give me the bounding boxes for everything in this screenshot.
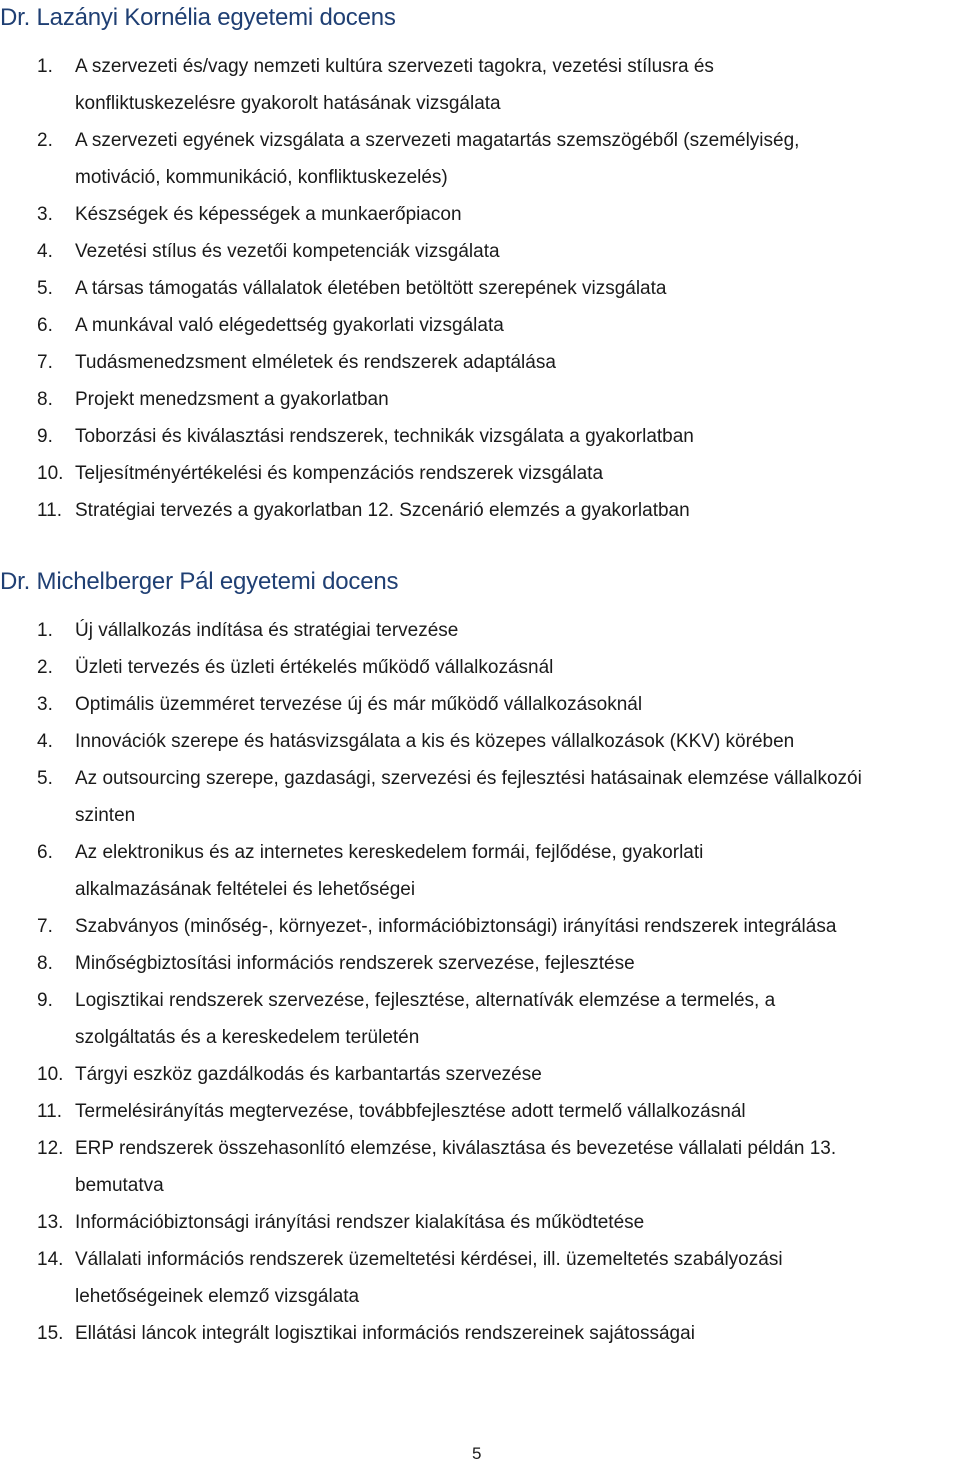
list-item — [0, 270, 960, 307]
item-text-line: A munkával való elégedettség gyakorlati vizsgálata — [75, 315, 504, 336]
item-number: 7. — [37, 352, 53, 373]
list-item — [0, 723, 960, 760]
item-number: 2. — [37, 130, 53, 151]
item-number: 3. — [37, 694, 53, 715]
list-item — [0, 686, 960, 723]
item-number: 1. — [37, 56, 53, 77]
item-number: 14. — [37, 1249, 64, 1270]
item-number: 3. — [37, 204, 53, 225]
item-number: 15. — [37, 1323, 64, 1344]
item-text-line: Vezetési stílus és vezetői kompetenciák vizsgálata — [75, 241, 500, 262]
item-text-line: Információbiztonsági irányítási rendszer kialakítása és működtetése — [75, 1212, 645, 1233]
page-number: 5 — [472, 1444, 482, 1463]
item-number: 8. — [37, 389, 53, 410]
item-number: 5. — [37, 278, 53, 299]
list-item — [0, 1130, 960, 1204]
item-number: 13. — [37, 1212, 64, 1233]
item-number: 6. — [37, 842, 53, 863]
list-item — [0, 455, 960, 492]
topic-list-michelberger — [0, 612, 960, 1352]
item-text-line: A szervezeti egyének vizsgálata a szervezeti magatartás szemszögéből (személyiség, — [75, 130, 800, 151]
item-number: 11. — [37, 1101, 63, 1122]
topic-list-lazanyi — [0, 48, 960, 529]
item-text-line: Szabványos (minőség-, környezet-, információbiztonsági) irányítási rendszerek integrálása — [75, 916, 837, 937]
item-number: 2. — [37, 657, 53, 678]
item-text-line: Üzleti tervezés és üzleti értékelés működő vállalkozásnál — [75, 657, 554, 678]
list-item — [0, 418, 960, 455]
item-text-line: Az elektronikus és az internetes kereskedelem formái, fejlődése, gyakorlati — [75, 842, 704, 863]
section-heading-michelberger: Dr. Michelberger Pál egyetemi docens — [0, 568, 399, 595]
item-text-line: Toborzási és kiválasztási rendszerek, technikák vizsgálata a gyakorlatban — [75, 426, 694, 447]
list-item — [0, 196, 960, 233]
item-text-line: szinten — [75, 805, 136, 826]
list-item — [0, 233, 960, 270]
item-text-line: Az outsourcing szerepe, gazdasági, szervezési és fejlesztési hatásainak elemzése vállalkozói — [75, 768, 862, 789]
item-text-line: Új vállalkozás indítása és stratégiai tervezése — [75, 620, 459, 641]
list-item — [0, 492, 960, 529]
item-text-line: Termelésirányítás megtervezése, továbbfejlesztése adott termelő vállalkozásnál — [75, 1101, 746, 1122]
list-item — [0, 1056, 960, 1093]
list-item — [0, 344, 960, 381]
item-text-line: alkalmazásának feltételei és lehetőségei — [75, 879, 416, 900]
item-text-line: konfliktuskezelésre gyakorolt hatásának vizsgálata — [75, 93, 501, 114]
list-item — [0, 1093, 960, 1130]
item-number: 12. — [37, 1138, 64, 1159]
item-text-line: Projekt menedzsment a gyakorlatban — [75, 389, 389, 410]
item-number: 8. — [37, 953, 53, 974]
item-text-line: Logisztikai rendszerek szervezése, fejlesztése, alternatívák elemzése a termelés, a — [75, 990, 776, 1011]
item-text-line: Optimális üzemméret tervezése új és már működő vállalkozásoknál — [75, 694, 643, 715]
list-item — [0, 982, 960, 1056]
item-number: 7. — [37, 916, 53, 937]
item-text-line: A társas támogatás vállalatok életében betöltött szerepének vizsgálata — [75, 278, 667, 299]
list-item — [0, 1241, 960, 1315]
item-text-line: motiváció, kommunikáció, konfliktuskezelés) — [75, 167, 448, 188]
item-text-line: szolgáltatás és a kereskedelem területén — [75, 1027, 420, 1048]
item-number: 9. — [37, 426, 53, 447]
item-text-line: Készségek és képességek a munkaerőpiacon — [75, 204, 462, 225]
list-item — [0, 1315, 960, 1352]
item-text-line: bemutatva — [75, 1175, 164, 1196]
item-text-line: lehetőségeinek elemző vizsgálata — [75, 1286, 360, 1307]
list-item — [0, 48, 960, 122]
list-item — [0, 834, 960, 908]
item-number: 10. — [37, 463, 64, 484]
item-text-line: Tárgyi eszköz gazdálkodás és karbantartás szervezése — [75, 1064, 542, 1085]
item-text-line: Ellátási láncok integrált logisztikai információs rendszereinek sajátosságai — [75, 1323, 695, 1344]
item-number: 11. — [37, 500, 63, 521]
item-text-line: Minőségbiztosítási információs rendszerek szervezése, fejlesztése — [75, 953, 635, 974]
item-number: 6. — [37, 315, 53, 336]
list-item — [0, 908, 960, 945]
list-item — [0, 307, 960, 344]
item-number: 9. — [37, 990, 53, 1011]
list-item — [0, 122, 960, 196]
list-item — [0, 1204, 960, 1241]
item-text-line: Innovációk szerepe és hatásvizsgálata a kis és közepes vállalkozások (KKV) körében — [75, 731, 795, 752]
list-item — [0, 945, 960, 982]
list-item — [0, 649, 960, 686]
item-text-line: Tudásmenedzsment elméletek és rendszerek adaptálása — [75, 352, 556, 373]
item-number: 10. — [37, 1064, 64, 1085]
item-text-line: Teljesítményértékelési és kompenzációs rendszerek vizsgálata — [75, 463, 604, 484]
list-item — [0, 381, 960, 418]
list-item — [0, 760, 960, 834]
item-text-line: Vállalati információs rendszerek üzemeltetési kérdései, ill. üzemeltetés szabályozási — [75, 1249, 783, 1270]
item-number: 4. — [37, 731, 53, 752]
item-number: 5. — [37, 768, 53, 789]
item-text-line: A szervezeti és/vagy nemzeti kultúra szervezeti tagokra, vezetési stílusra és — [75, 56, 714, 77]
item-number: 4. — [37, 241, 53, 262]
section-heading-lazanyi: Dr. Lazányi Kornélia egyetemi docens — [0, 4, 396, 31]
item-text-line: ERP rendszerek összehasonlító elemzése, kiválasztása és bevezetése vállalati példán 13. — [75, 1138, 837, 1159]
list-item — [0, 612, 960, 649]
item-text-line: Stratégiai tervezés a gyakorlatban 12. Szcenárió elemzés a gyakorlatban — [75, 500, 690, 521]
item-number: 1. — [37, 620, 53, 641]
